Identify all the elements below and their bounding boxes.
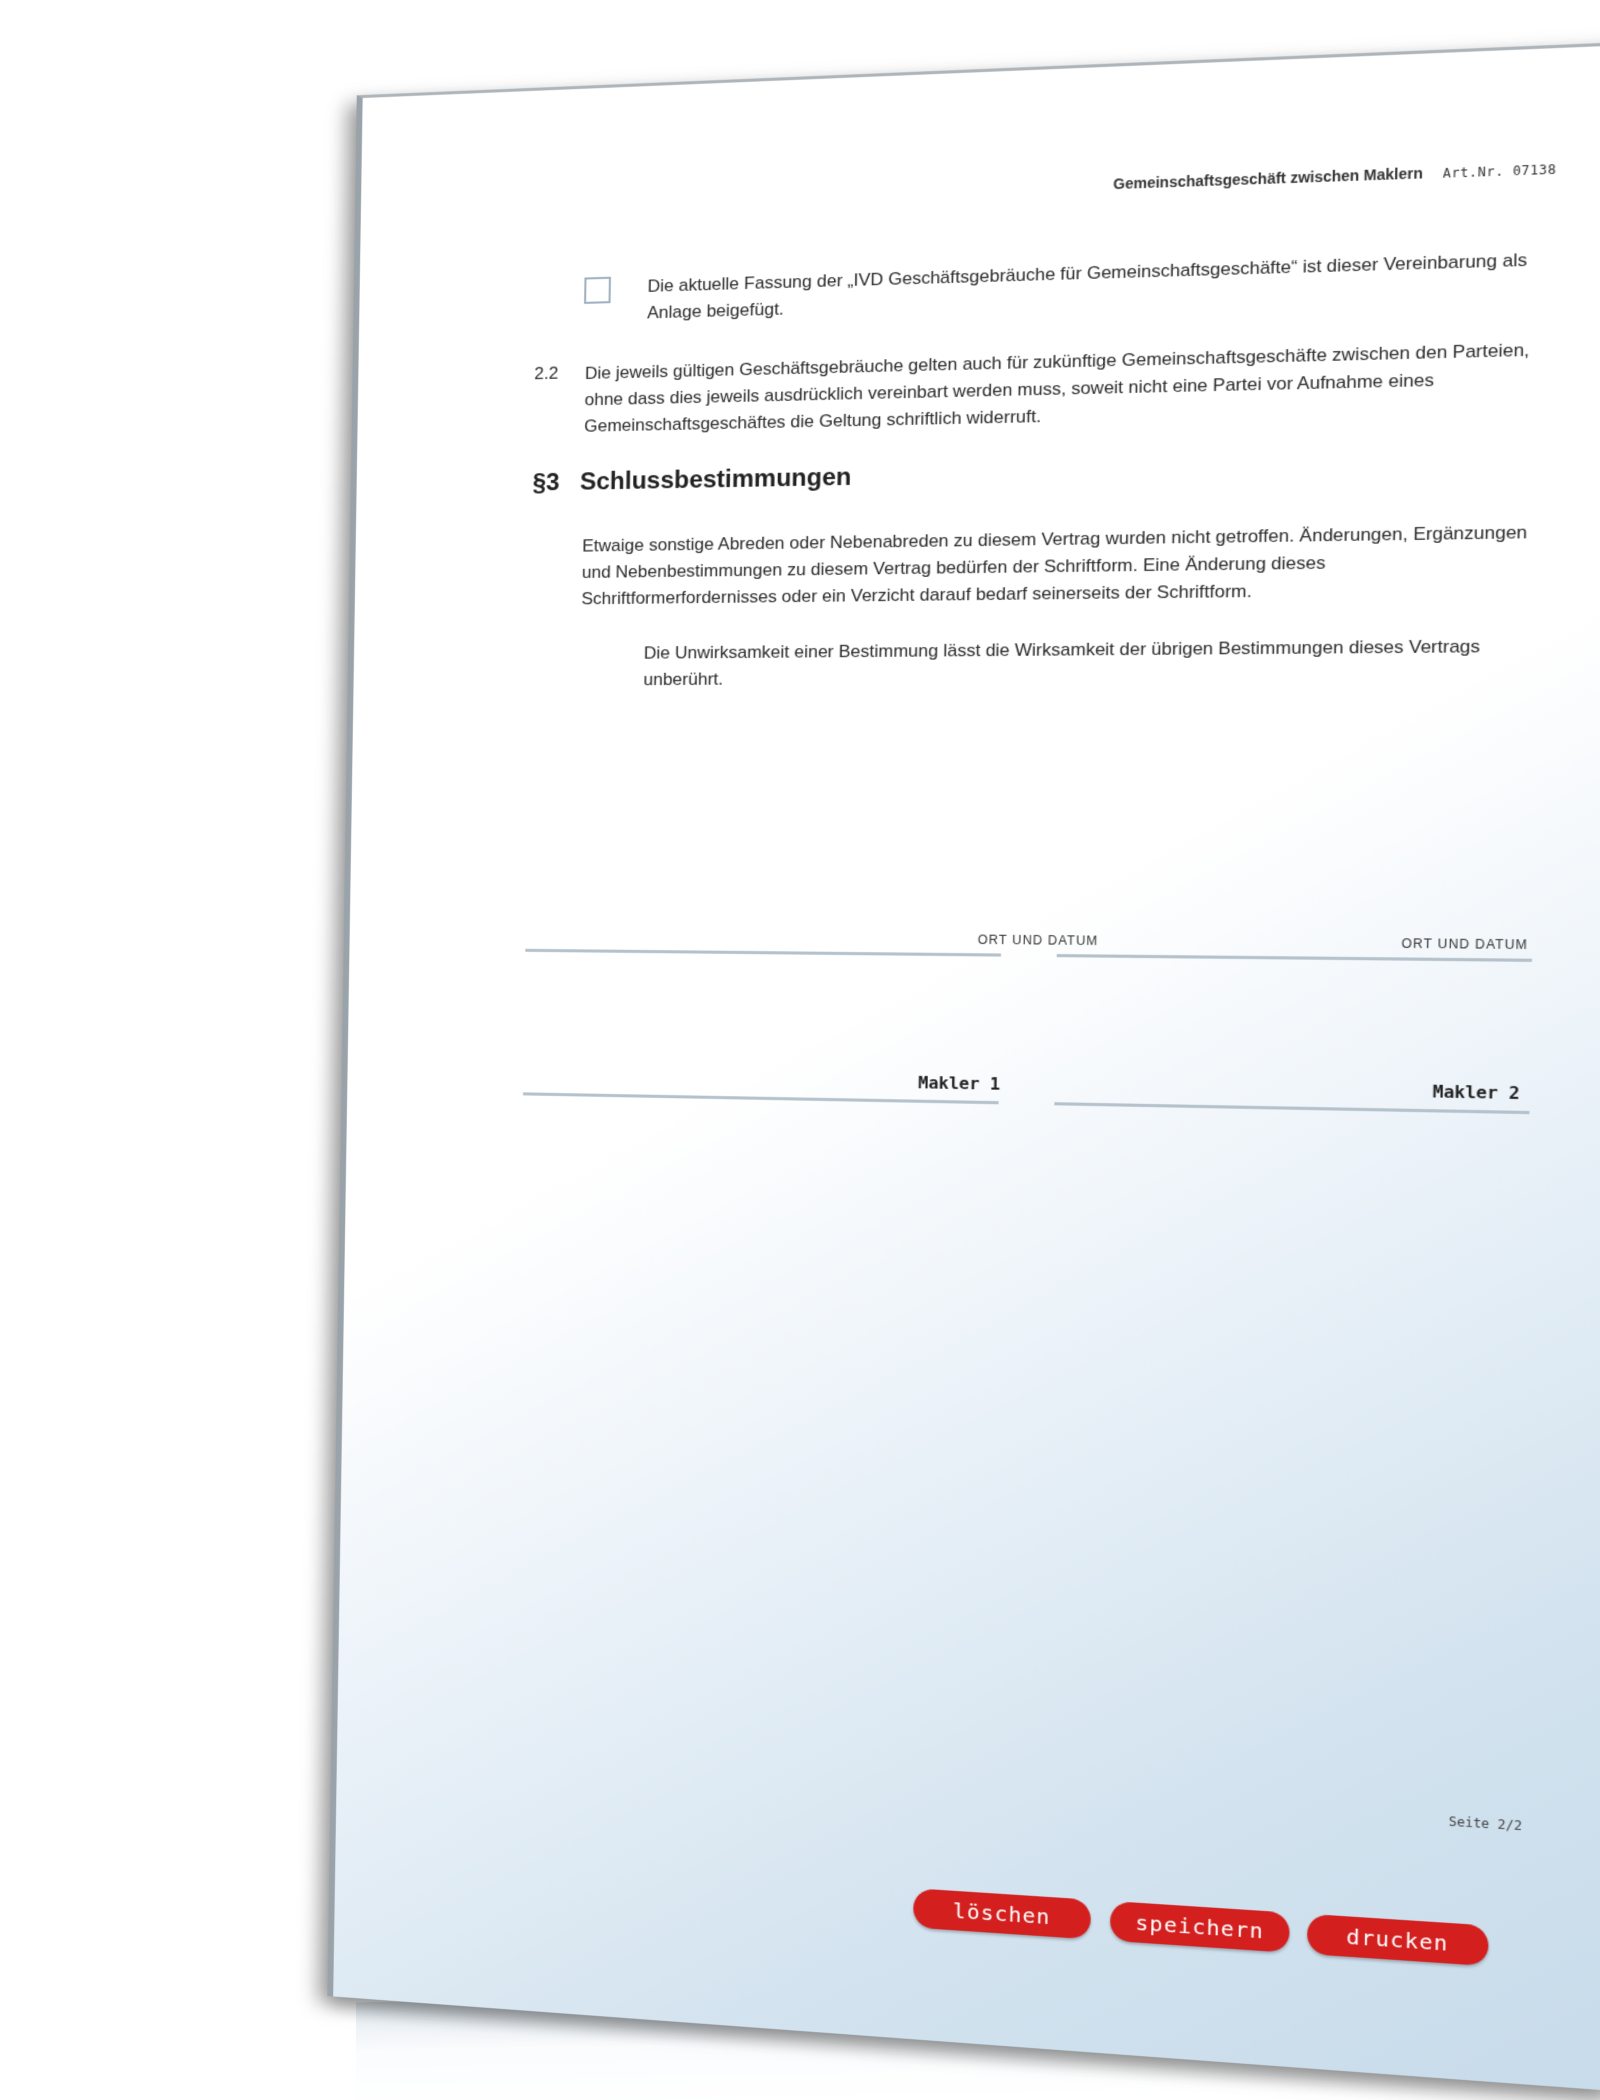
place-date-label-2: ORT UND DATUM xyxy=(1401,936,1529,953)
clause-number: 2.2 xyxy=(534,363,559,384)
section-title: Schlussbestimmungen xyxy=(579,463,852,496)
article-number: Art.Nr. 07138 xyxy=(1442,161,1557,181)
clause-2-2-text: Die jeweils gültigen Geschäftsgebräuche gelten auch für zukünftige Gemeinschaftsgeschäfte zwischen den Parteien, ohne dass dies jeweils ausdrücklich vereinbart werden muss, soweit nicht eine Partei vor Aufnahme eines Gemeinschaftsgeschäftes die Geltung schriftlich widerruft. xyxy=(584,339,1530,436)
save-button[interactable]: speichern xyxy=(1110,1901,1290,1953)
document-header xyxy=(1113,160,1557,192)
attachment-checkbox[interactable] xyxy=(584,277,611,304)
broker-2-label: Makler 2 xyxy=(1432,1081,1520,1104)
place-date-line-1[interactable] xyxy=(525,949,1001,957)
section-number: §3 xyxy=(532,468,560,497)
section-3-paragraph-1: Etwaige sonstige Abreden oder Nebenabreden zu diesem Vertrag wurden nicht getroffen. Änderungen, Ergänzungen und Nebenbestimmungen zu diesem Vertrag bedürfen der Schriftform. Eine Änderung dieses Schriftformerfordernisses oder ein Verzicht darauf bedarf seinerseits der Schriftform. xyxy=(581,522,1528,609)
broker-1-signature-line[interactable] xyxy=(523,1092,999,1104)
place-date-line-2[interactable] xyxy=(1057,954,1532,962)
section-3-paragraph-2: Die Unwirksamkeit einer Bestimmung lässt die Wirksamkeit der übrigen Bestimmungen dieses Vertrags unberührt. xyxy=(643,636,1481,690)
delete-button[interactable]: löschen xyxy=(913,1888,1091,1939)
broker-1-label: Makler 1 xyxy=(917,1072,1001,1094)
document-title: Gemeinschaftsgeschäft zwischen Maklern xyxy=(1113,164,1423,193)
section-heading xyxy=(532,463,851,497)
document-sheet xyxy=(327,41,1600,2091)
place-date-label-1: ORT UND DATUM xyxy=(977,932,1099,949)
print-button[interactable]: drucken xyxy=(1307,1914,1489,1966)
page-number: Seite 2/2 xyxy=(1448,1814,1523,1834)
broker-2-signature-line[interactable] xyxy=(1054,1102,1529,1114)
clause-attachment-text: Die aktuelle Fassung der „IVD Geschäftsgebräuche für Gemeinschaftsgeschäfte“ ist dieser Vereinbarung als Anlage beigefügt. xyxy=(647,249,1528,323)
